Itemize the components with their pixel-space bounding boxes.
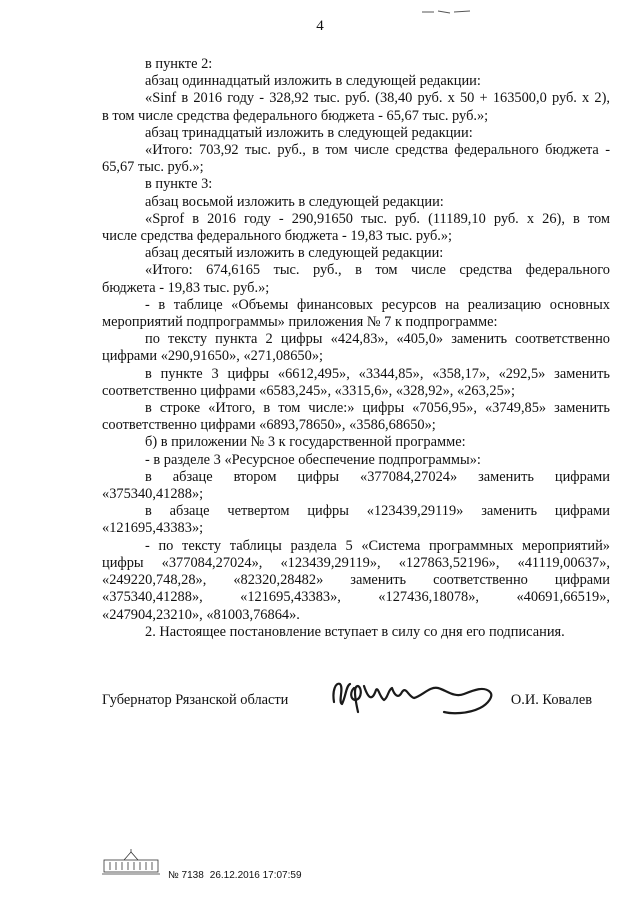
- scan-mark: [420, 8, 472, 16]
- paragraph-line: цифрами «290,91650», «271,08650»;: [102, 348, 324, 365]
- paragraph-line: по тексту пункта 2 цифры «424,83», «405,0» заменить соответственно: [145, 331, 610, 348]
- paragraph-line: в пункте 3 цифры «6612,495», «3344,85», «358,17», «292,5» заменить: [145, 365, 610, 382]
- paragraph-line: в абзаце втором цифры «377084,27024» заменить цифрами: [145, 468, 610, 485]
- paragraph-line: 2. Настоящее постановление вступает в силу со дня его подписания.: [145, 623, 565, 640]
- paragraph-line: «Sprof в 2016 году - 290,91650 тыс. руб. (11189,10 руб. x 26), в том: [145, 210, 610, 227]
- registration-number: № 7138: [168, 870, 204, 881]
- paragraph-line: «Sinf в 2016 году - 328,92 тыс. руб. (38,40 руб. x 50 + 163500,0 руб. x 2),: [145, 90, 610, 107]
- paragraph-line: «Итого: 703,92 тыс. руб., в том числе средства федерального бюджета -: [145, 142, 610, 159]
- paragraph-line: абзац десятый изложить в следующей редакции:: [145, 245, 444, 262]
- paragraph-line: «Итого: 674,6165 тыс. руб., в том числе средства федерального: [145, 262, 610, 279]
- signatory-position: Губернатор Рязанской области: [102, 692, 289, 708]
- paragraph-line: «249220,748,28», «82320,28482» заменить соответственно цифрами: [102, 572, 610, 589]
- building-emblem: [102, 848, 160, 876]
- paragraph-line: бюджета - 19,83 тыс. руб.»;: [102, 279, 270, 296]
- paragraph-line: - в разделе 3 «Ресурсное обеспечение подпрограммы»:: [145, 451, 481, 468]
- paragraph-line: в том числе средства федерального бюджета - 65,67 тыс. руб.»;: [102, 107, 489, 124]
- paragraph-line: в пункте 2:: [145, 56, 213, 72]
- paragraph-line: соответственно цифрами «6893,78650», «3586,68650»;: [102, 417, 436, 434]
- registration-datetime: 26.12.2016 17:07:59: [209, 870, 302, 881]
- paragraph-line: соответственно цифрами «6583,245», «3315,6», «328,92», «263,25»;: [102, 382, 515, 399]
- paragraph-line: мероприятий подпрограммы» приложения № 7 к подпрограмме:: [102, 314, 498, 331]
- paragraph-line: абзац одиннадцатый изложить в следующей редакции:: [145, 73, 481, 90]
- paragraph-line: - по тексту таблицы раздела 5 «Система программных мероприятий»: [145, 537, 610, 554]
- paragraph-line: в абзаце четвертом цифры «123439,29119» заменить цифрами: [145, 503, 610, 520]
- signature-block: [102, 692, 610, 716]
- paragraph-line: «121695,43383»;: [102, 520, 204, 537]
- registration-stamp: [168, 870, 308, 881]
- document-body: [102, 56, 610, 641]
- paragraph-line: б) в приложении № 3 к государственной программе:: [145, 434, 466, 451]
- paragraph-line: «247904,23210», «81003,76864».: [102, 606, 300, 623]
- paragraph-line: числе средства федерального бюджета - 19,83 тыс. руб.»;: [102, 228, 453, 245]
- paragraph-line: в строке «Итого, в том числе:» цифры «7056,95», «3749,85» заменить: [145, 400, 610, 417]
- paragraph-line: - в таблице «Объемы финансовых ресурсов на реализацию основных: [145, 296, 610, 313]
- page-number: 4: [316, 18, 324, 34]
- paragraph-line: «375340,41288», «121695,43383», «127436,18078», «40691,66519»,: [102, 589, 610, 606]
- handwritten-signature: [328, 668, 500, 720]
- paragraph-line: «375340,41288»;: [102, 486, 204, 503]
- paragraph-line: в пункте 3:: [145, 176, 213, 193]
- signatory-name: О.И. Ковалев: [510, 692, 592, 708]
- paragraph-line: абзац восьмой изложить в следующей редакции:: [145, 193, 444, 210]
- paragraph-line: абзац тринадцатый изложить в следующей редакции:: [145, 124, 473, 141]
- paragraph-line: 65,67 тыс. руб.»;: [102, 159, 204, 176]
- paragraph-line: цифры «377084,27024», «123439,29119», «127863,52196», «41119,00637»,: [102, 554, 610, 571]
